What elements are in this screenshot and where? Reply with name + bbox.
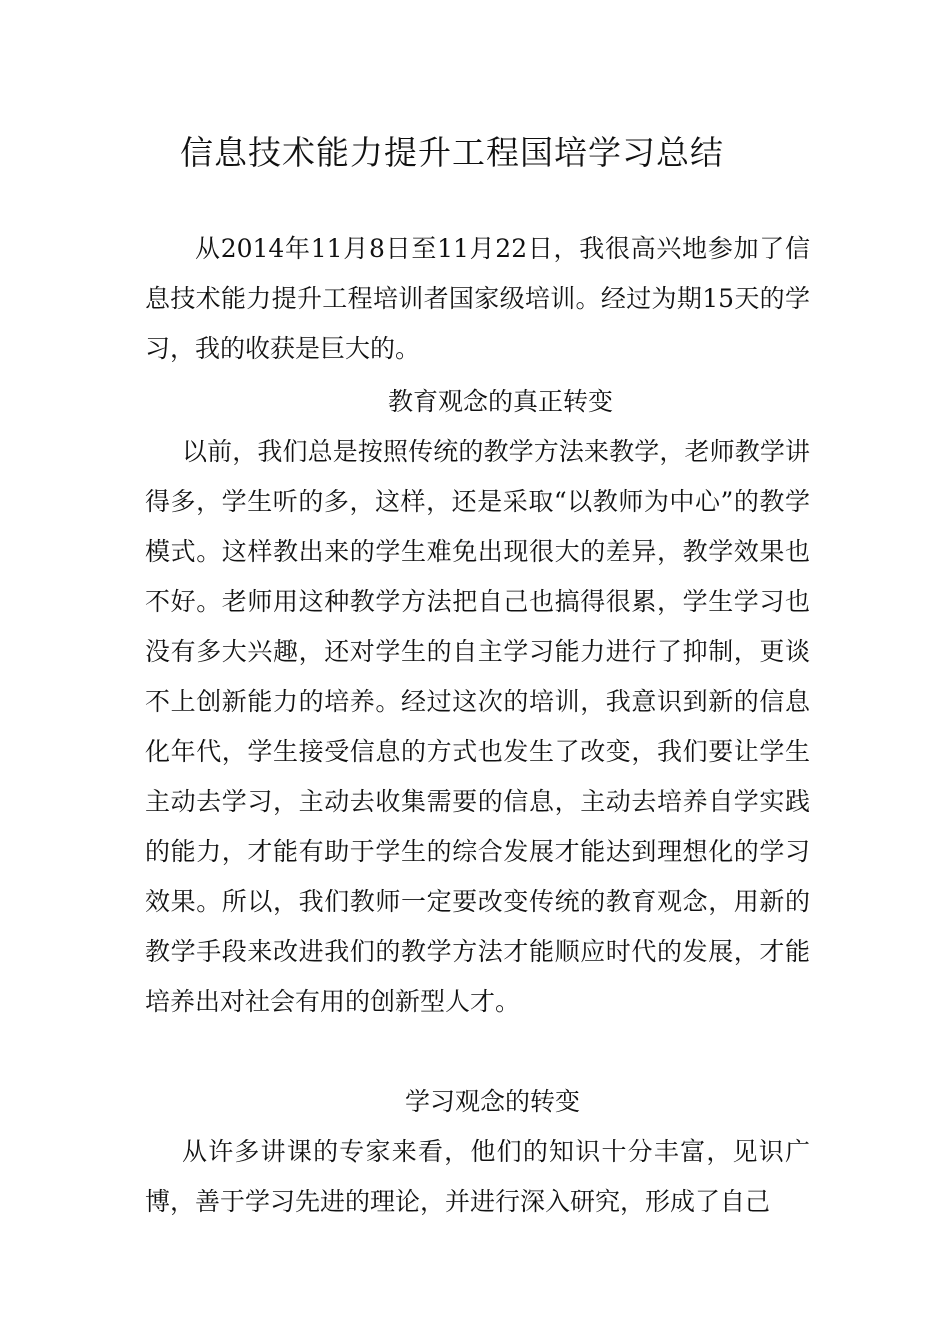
section-paragraph-education-concept: 以前，我们总是按照传统的教学方法来教学，老师教学讲得多，学生听的多，这样，还是采取“以教师为中心”的教学模式。这样教出来的学生难免出现很大的差异，教学效果也不好。老师用这种教学方法把自己也搞得很累，学生学习也没有多大兴趣，还对学生的自主学习能力进行了抑制，更谈不上创新能力的培养。经过这次的培训，我意识到新的信息化年代，学生接受信息的方式也发生了改变，我们要让学生主动去学习，主动去收集需要的信息，主动去培养自学实践的能力，才能有助于学生的综合发展才能达到理想化的学习效果。所以，我们教师一定要改变传统的教育观念，用新的教学手段来改进我们的教学方法才能顺应时代的发展，才能培养出对社会有用的创新型人才。 [145,437,810,1016]
intro-paragraph: 从2014年11月8日至11月22日，我很高兴地参加了信息技术能力提升工程培训者国家级培训。经过为期15天的学习，我的收获是巨大的。 [145,234,810,363]
document-title: 信息技术能力提升工程国培学习总结 [180,133,724,172]
section-paragraph-learning-concept: 从许多讲课的专家来看，他们的知识十分丰富，见识广博，善于学习先进的理论，并进行深入研究，形成了自己 [145,1137,810,1216]
section-heading-learning-concept: 学习观念的转变 [405,1087,581,1116]
section-heading-education-concept: 教育观念的真正转变 [388,387,614,416]
